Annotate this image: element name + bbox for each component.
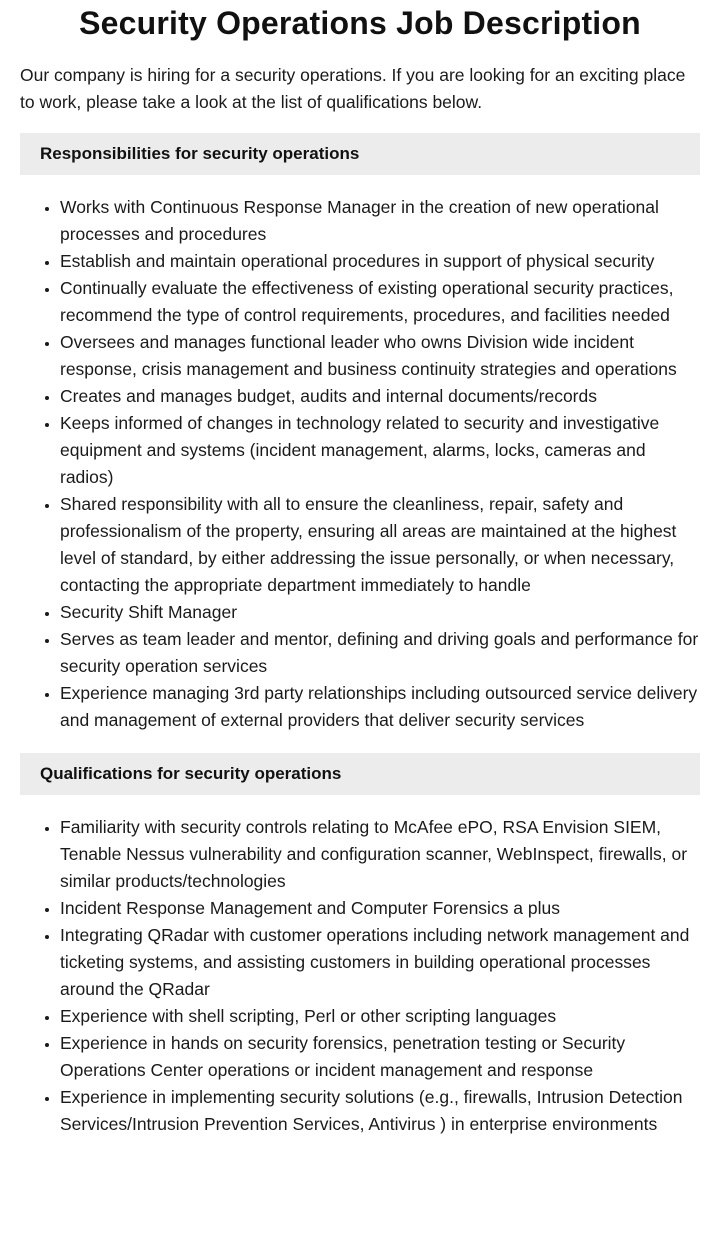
list-item: • Familiarity with security controls relating to McAfee ePO, RSA Envision SIEM, Tenable Nessus vulnerability and configuration scanner, WebInspect, firewalls, or similar products/technologies bbox=[60, 814, 700, 895]
intro-paragraph: Our company is hiring for a security operations. If you are looking for an exciting place to work, please take a look at the list of qualifications below. bbox=[20, 65, 686, 112]
list-item: • Continually evaluate the effectiveness of existing operational security practices, recommend the type of control requirements, procedures, and facilities needed bbox=[60, 275, 700, 329]
list-item: • Incident Response Management and Computer Forensics a plus bbox=[60, 895, 700, 922]
list-item: • Experience in hands on security forensics, penetration testing or Security Operations Center operations or incident management and response bbox=[60, 1030, 700, 1084]
responsibilities-list bbox=[20, 194, 700, 734]
list-item: • Shared responsibility with all to ensure the cleanliness, repair, safety and professionalism of the property, ensuring all areas are maintained at the highest level of standard, by either addressing the issue personally, or when necessary, contacting the appropriate department immediately to handle bbox=[60, 491, 700, 599]
list-item: • Serves as team leader and mentor, defining and driving goals and performance for security operation services bbox=[60, 626, 700, 680]
list-item: • Creates and manages budget, audits and internal documents/records bbox=[60, 383, 700, 410]
list-item: • Security Shift Manager bbox=[60, 599, 700, 626]
page-title: Security Operations Job Description bbox=[79, 5, 641, 41]
list-item: • Works with Continuous Response Manager in the creation of new operational processes and procedures bbox=[60, 194, 700, 248]
qualifications-list bbox=[20, 814, 700, 1138]
list-item: • Keeps informed of changes in technology related to security and investigative equipment and systems (incident management, alarms, locks, cameras and radios) bbox=[60, 410, 700, 491]
qualifications-heading: Qualifications for security operations bbox=[20, 753, 700, 795]
list-item: • Experience in implementing security solutions (e.g., firewalls, Intrusion Detection Services/Intrusion Prevention Services, Antivirus ) in enterprise environments bbox=[60, 1084, 700, 1138]
list-item: • Integrating QRadar with customer operations including network management and ticketing systems, and assisting customers in building operational processes around the QRadar bbox=[60, 922, 700, 1003]
responsibilities-heading: Responsibilities for security operations bbox=[20, 133, 700, 175]
list-item: • Oversees and manages functional leader who owns Division wide incident response, crisis management and business continuity strategies and operations bbox=[60, 329, 700, 383]
list-item: • Experience with shell scripting, Perl or other scripting languages bbox=[60, 1003, 700, 1030]
list-item: • Establish and maintain operational procedures in support of physical security bbox=[60, 248, 700, 275]
list-item: • Experience managing 3rd party relationships including outsourced service delivery and management of external providers that deliver security services bbox=[60, 680, 700, 734]
